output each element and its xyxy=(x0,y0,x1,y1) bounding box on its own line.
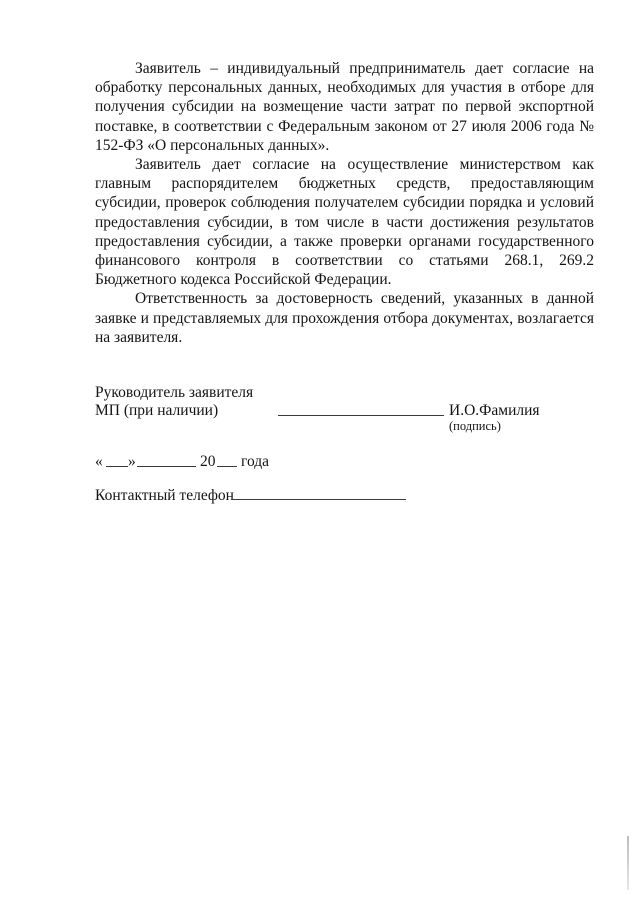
scan-edge-mark xyxy=(627,836,629,890)
date-close-quote: » xyxy=(128,453,136,470)
signer-name: И.О.Фамилия xyxy=(449,402,540,419)
paragraph-consent-personal-data: Заявитель – индивидуальный предприниматель дает согласие на обработку персональных данных, необходимых для участия в отборе для получения субсидии на возмещение части затрат по первой экспортной поставке, в соответствии с Федеральным законом от 27 июля 2006 года № 152-ФЗ «О персональных данных». xyxy=(95,60,594,154)
paragraph-consent-inspections: Заявитель дает согласие на осуществление министерством как главным распорядителем бюджетных средств, предоставляющим субсидии, проверок соблюдения получателем субсидии порядка и условий предоставления субсидии, в том числе в части достижения результатов предоставления субсидии, а также проверки органами государственного финансового контроля в соответствии со статьями 268.1, 269.2 Бюджетного кодекса Российской Федерации. xyxy=(95,156,594,289)
body-text xyxy=(95,59,594,347)
date-year-prefix: 20 xyxy=(200,453,216,470)
contact-label: Контактный телефон xyxy=(95,487,234,504)
head-label: Руководитель заявителя xyxy=(95,384,254,401)
signature-caption: (подпись) xyxy=(449,419,501,433)
signature-line xyxy=(278,415,444,416)
stamp-label: МП (при наличии) xyxy=(95,402,219,419)
date-open-quote: « xyxy=(95,453,103,470)
date-day-line xyxy=(106,466,128,467)
contact-phone-line xyxy=(233,499,406,500)
date-month-line xyxy=(137,466,196,467)
date-year-line xyxy=(217,466,237,467)
paragraph-responsibility: Ответственность за достоверность сведений, указанных в данной заявке и представляемых для прохождения отбора документах, возлагается на заявителя. xyxy=(95,290,594,346)
date-suffix: года xyxy=(241,453,270,470)
